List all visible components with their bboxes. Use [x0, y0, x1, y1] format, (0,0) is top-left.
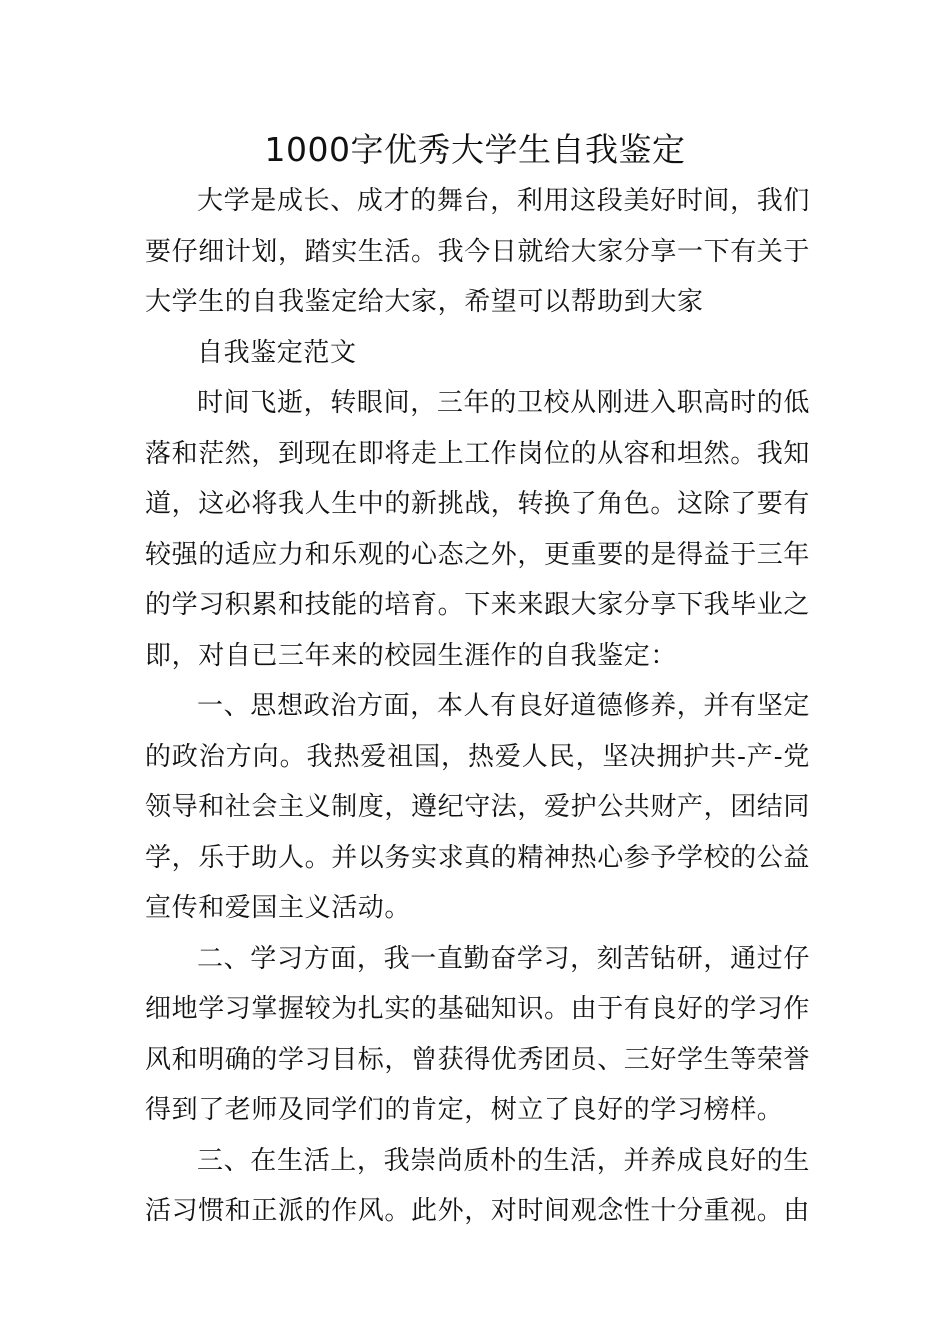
paragraph-study: 二、学习方面，我一直勤奋学习，刻苦钻研，通过仔细地学习掌握较为扎实的基础知识。由于有良好的学习作风和明确的学习目标，曾获得优秀团员、三好学生等荣誉得到了老师及同学们的肯定，树立了良好的学习榜样。 [145, 943, 811, 1125]
document-title: 1000字优秀大学生自我鉴定 [264, 130, 686, 169]
paragraph-intro: 大学是成长、成才的舞台，利用这段美好时间，我们要仔细计划，踏实生活。我今日就给大家分享一下有关于大学生的自我鉴定给大家，希望可以帮助到大家 [145, 186, 811, 317]
paragraph-overview: 时间飞逝，转眼间，三年的卫校从刚进入职高时的低落和茫然，到现在即将走上工作岗位的从容和坦然。我知道，这必将我人生中的新挑战，转换了角色。这除了要有较强的适应力和乐观的心态之外，更重要的是得益于三年的学习积累和技能的培育。下来来跟大家分享下我毕业之即，对自已三年来的校园生涯作的自我鉴定： [145, 388, 811, 671]
document-body [145, 176, 810, 1237]
paragraph-life: 三、在生活上，我崇尚质朴的生活，并养成良好的生活习惯和正派的作风。此外，对时间观念性十分重视。由 [145, 1145, 811, 1226]
paragraph-heading-sample: 自我鉴定范文 [197, 337, 357, 368]
paragraph-politics: 一、思想政治方面，本人有良好道德修养，并有坚定的政治方向。我热爱祖国，热爱人民，坚决拥护共-产-党领导和社会主义制度，遵纪守法，爱护公共财产，团结同学，乐于助人。并以务实求真的精神热心参予学校的公益宣传和爱国主义活动。 [145, 691, 811, 923]
